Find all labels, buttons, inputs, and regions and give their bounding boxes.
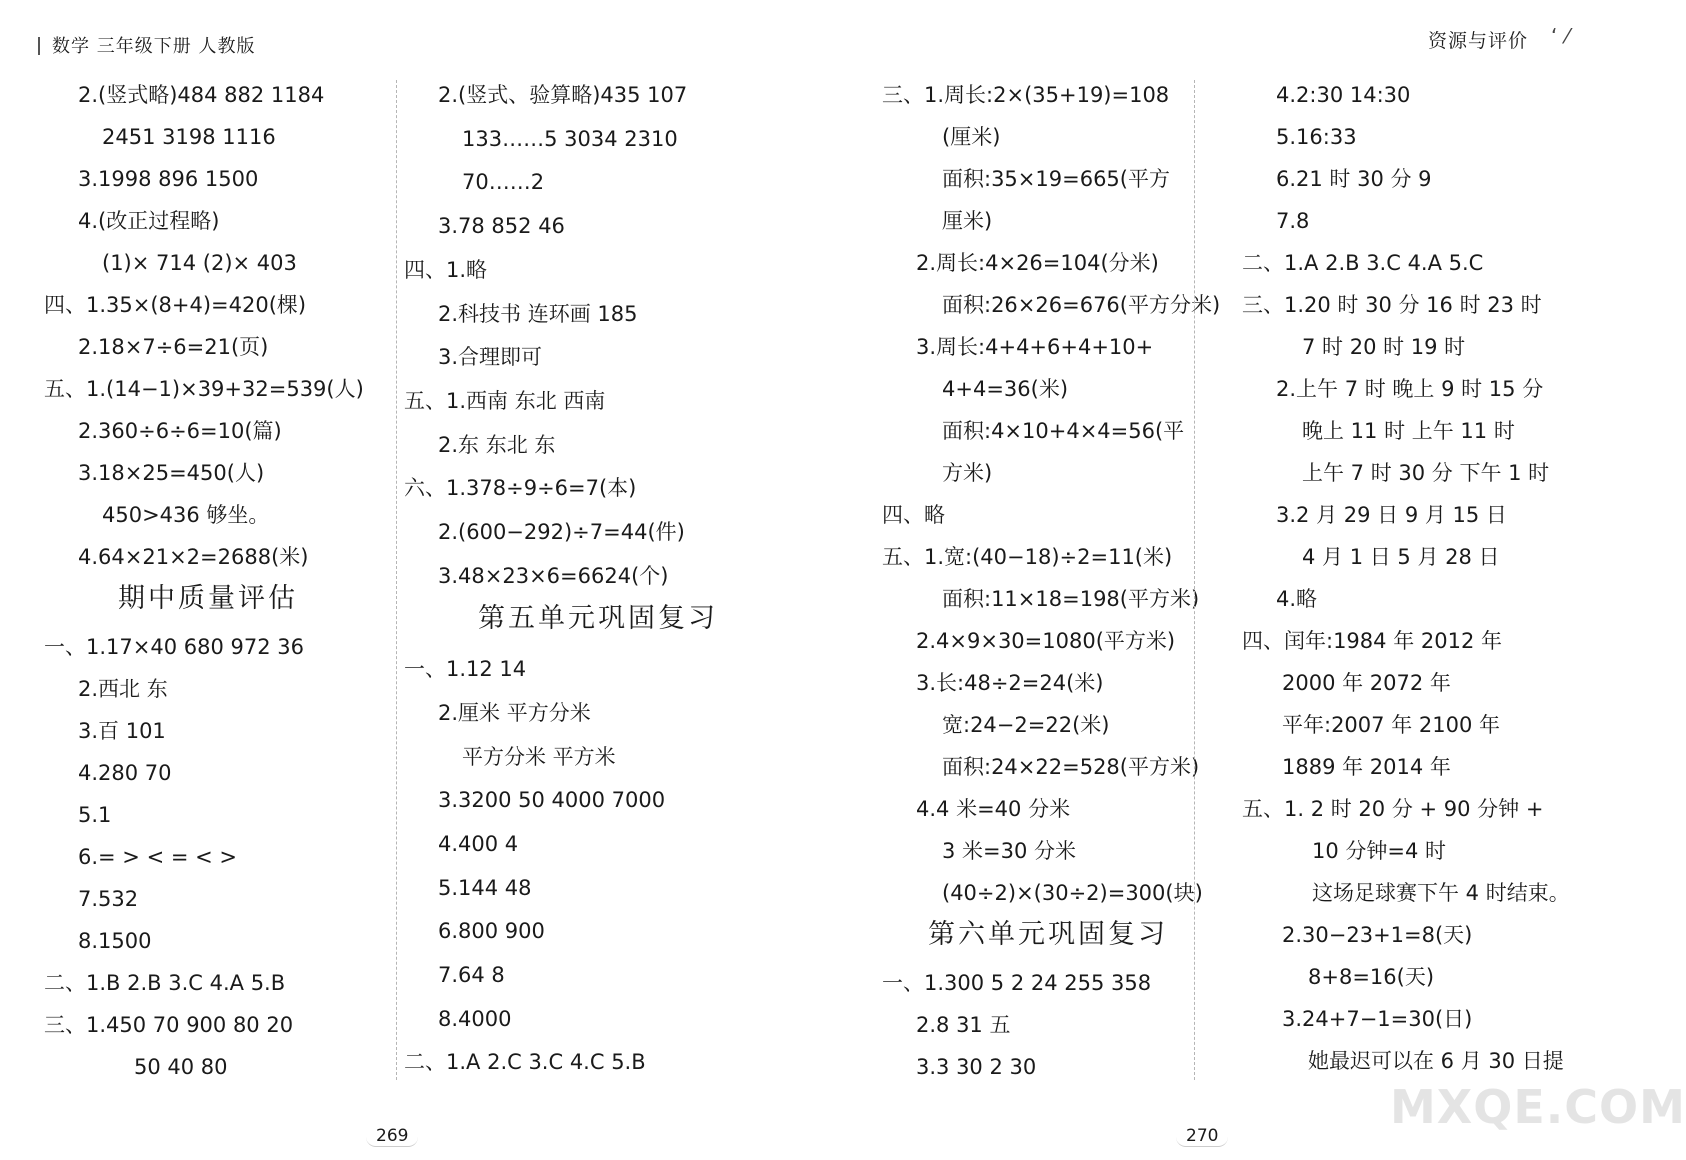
answer-line: 70……2 bbox=[462, 170, 545, 194]
answer-line: 五、1. 2 时 20 分 + 90 分钟 + bbox=[1242, 797, 1544, 821]
answer-line: 面积:26×26=676(平方分米) bbox=[942, 293, 1221, 317]
running-header-left bbox=[38, 32, 255, 58]
answer-line: 六、1.378÷9÷6=7(本) bbox=[404, 476, 637, 500]
answer-line: 3.百 101 bbox=[78, 719, 166, 743]
answer-line: 4.400 4 bbox=[438, 832, 519, 856]
answer-line: 2.东 东北 东 bbox=[438, 433, 556, 457]
answer-line: 四、1.略 bbox=[404, 258, 488, 282]
answer-line: 三、1.20 时 30 分 16 时 23 时 bbox=[1242, 293, 1542, 317]
answer-line: 一、1.12 14 bbox=[404, 657, 527, 681]
page-number-right: 270 bbox=[1176, 1126, 1228, 1147]
header-corner-mark: ‘ ⁄ bbox=[1550, 24, 1570, 48]
answer-line: 6.= > < = < > bbox=[78, 845, 237, 869]
answer-line: 宽:24−2=22(米) bbox=[942, 713, 1110, 737]
answer-line: 1889 年 2014 年 bbox=[1282, 755, 1451, 779]
watermark: MXQE.COM bbox=[1390, 1080, 1686, 1134]
answer-line: 四、闰年:1984 年 2012 年 bbox=[1242, 629, 1502, 653]
answer-line: 2.(600−292)÷7=44(件) bbox=[438, 520, 685, 544]
answer-line: 五、1.西南 东北 西南 bbox=[404, 389, 606, 413]
answer-line: 4.(改正过程略) bbox=[78, 209, 220, 233]
answer-line: 8+8=16(天) bbox=[1308, 965, 1435, 989]
answer-line: 三、1.周长:2×(35+19)=108 bbox=[882, 83, 1170, 107]
answer-line: 四、略 bbox=[882, 503, 945, 527]
answer-line: 3.1998 896 1500 bbox=[78, 167, 259, 191]
section-title: 第六单元巩固复习 bbox=[928, 919, 1168, 950]
answer-line: 6.800 900 bbox=[438, 919, 545, 943]
answer-line: 平年:2007 年 2100 年 bbox=[1282, 713, 1500, 737]
answer-line: 7.64 8 bbox=[438, 963, 505, 987]
answer-line: 厘米) bbox=[942, 209, 993, 233]
answer-line: 10 分钟=4 时 bbox=[1312, 839, 1447, 863]
answer-line: 3.合理即可 bbox=[438, 345, 543, 369]
section-title: 第五单元巩固复习 bbox=[478, 603, 718, 634]
answer-line: 二、1.B 2.B 3.C 4.A 5.B bbox=[44, 971, 286, 995]
answer-line: 7.532 bbox=[78, 887, 139, 911]
page-number-left: 269 bbox=[366, 1126, 418, 1147]
answer-line: 2.(竖式略)484 882 1184 bbox=[78, 83, 325, 107]
running-header-right bbox=[1427, 24, 1570, 53]
answer-line: 5.144 48 bbox=[438, 876, 532, 900]
header-bar bbox=[38, 37, 40, 55]
answer-line: 2.科技书 连环画 185 bbox=[438, 302, 638, 326]
answer-line: 5.1 bbox=[78, 803, 112, 827]
answer-line: 2451 3198 1116 bbox=[102, 125, 276, 149]
answer-line: 4.64×21×2=2688(米) bbox=[78, 545, 309, 569]
answer-line: 4.4 米=40 分米 bbox=[916, 797, 1071, 821]
answer-line: 2.8 31 五 bbox=[916, 1013, 1011, 1037]
answer-line: 3.48×23×6=6624(个) bbox=[438, 564, 669, 588]
answer-line: 三、1.450 70 900 80 20 bbox=[44, 1013, 294, 1037]
answer-line: 2.上午 7 时 晚上 9 时 15 分 bbox=[1276, 377, 1544, 401]
answer-line: 一、1.300 5 2 24 255 358 bbox=[882, 971, 1152, 995]
answer-line: 2.厘米 平方分米 bbox=[438, 701, 591, 725]
section-title: 期中质量评估 bbox=[118, 583, 298, 614]
left-page bbox=[0, 0, 800, 1160]
answer-line: 五、1.(14−1)×39+32=539(人) bbox=[44, 377, 364, 401]
answer-line: 3.长:48÷2=24(米) bbox=[916, 671, 1104, 695]
answer-line: 2.18×7÷6=21(页) bbox=[78, 335, 269, 359]
answer-line: 面积:11×18=198(平方米) bbox=[942, 587, 1200, 611]
answer-line: 面积:24×22=528(平方米) bbox=[942, 755, 1200, 779]
answer-line: 2000 年 2072 年 bbox=[1282, 671, 1451, 695]
answer-line: (40÷2)×(30÷2)=300(块) bbox=[942, 881, 1203, 905]
answer-line: 3 米=30 分米 bbox=[942, 839, 1077, 863]
column-divider bbox=[1194, 80, 1195, 1080]
answer-line: 4+4=36(米) bbox=[942, 377, 1069, 401]
answer-line: 8.4000 bbox=[438, 1007, 512, 1031]
answer-line: (厘米) bbox=[942, 125, 1001, 149]
answer-line: 2.西北 东 bbox=[78, 677, 168, 701]
answer-line: 2.(竖式、验算略)435 107 bbox=[438, 83, 688, 107]
answer-line: 这场足球赛下午 4 时结束。 bbox=[1312, 881, 1570, 905]
answer-line: 2.4×9×30=1080(平方米) bbox=[916, 629, 1176, 653]
header-left-text: 数学 三年级下册 人教版 bbox=[52, 36, 256, 57]
answer-line: 面积:35×19=665(平方 bbox=[942, 167, 1170, 191]
answer-line: 4.280 70 bbox=[78, 761, 172, 785]
answer-line: 5.16:33 bbox=[1276, 125, 1357, 149]
answer-line: 450>436 够坐。 bbox=[102, 503, 270, 527]
answer-line: 3.18×25=450(人) bbox=[78, 461, 265, 485]
answer-line: 8.1500 bbox=[78, 929, 152, 953]
answer-line: 7.8 bbox=[1276, 209, 1310, 233]
answer-line: 50 40 80 bbox=[134, 1055, 228, 1079]
answer-line: 3.周长:4+4+6+4+10+ bbox=[916, 335, 1154, 359]
answer-line: 6.21 时 30 分 9 bbox=[1276, 167, 1432, 191]
answer-line: 3.3 30 2 30 bbox=[916, 1055, 1037, 1079]
answer-line: 上午 7 时 30 分 下午 1 时 bbox=[1302, 461, 1550, 485]
answer-line: 五、1.宽:(40−18)÷2=11(米) bbox=[882, 545, 1173, 569]
answer-line: 133……5 3034 2310 bbox=[462, 127, 678, 151]
answer-line: 四、1.35×(8+4)=420(棵) bbox=[44, 293, 307, 317]
answer-line: 方米) bbox=[942, 461, 993, 485]
answer-line: 3.24+7−1=30(日) bbox=[1282, 1007, 1473, 1031]
answer-line: 她最迟可以在 6 月 30 日提 bbox=[1308, 1049, 1564, 1073]
answer-line: 一、1.17×40 680 972 36 bbox=[44, 635, 304, 659]
answer-line: 平方分米 平方米 bbox=[462, 745, 616, 769]
answer-line: 2.360÷6÷6=10(篇) bbox=[78, 419, 282, 443]
answer-line: 3.3200 50 4000 7000 bbox=[438, 788, 666, 812]
answer-line: 二、1.A 2.C 3.C 4.C 5.B bbox=[404, 1050, 646, 1074]
answer-line: 2.周长:4×26=104(分米) bbox=[916, 251, 1159, 275]
answer-line: 二、1.A 2.B 3.C 4.A 5.C bbox=[1242, 251, 1484, 275]
answer-line: 2.30−23+1=8(天) bbox=[1282, 923, 1473, 947]
column-divider bbox=[396, 80, 397, 1080]
answer-line: 面积:4×10+4×4=56(平 bbox=[942, 419, 1185, 443]
answer-line: 3.78 852 46 bbox=[438, 214, 565, 238]
answer-line: 4.略 bbox=[1276, 587, 1318, 611]
answer-line: 晚上 11 时 上午 11 时 bbox=[1302, 419, 1515, 443]
answer-line: 7 时 20 时 19 时 bbox=[1302, 335, 1466, 359]
answer-line: 3.2 月 29 日 9 月 15 日 bbox=[1276, 503, 1507, 527]
answer-line: 4 月 1 日 5 月 28 日 bbox=[1302, 545, 1500, 569]
header-right-text: 资源与评价 bbox=[1427, 30, 1528, 52]
right-page bbox=[800, 0, 1600, 1160]
answer-line: 4.2:30 14:30 bbox=[1276, 83, 1411, 107]
answer-line: (1)× 714 (2)× 403 bbox=[102, 251, 297, 275]
